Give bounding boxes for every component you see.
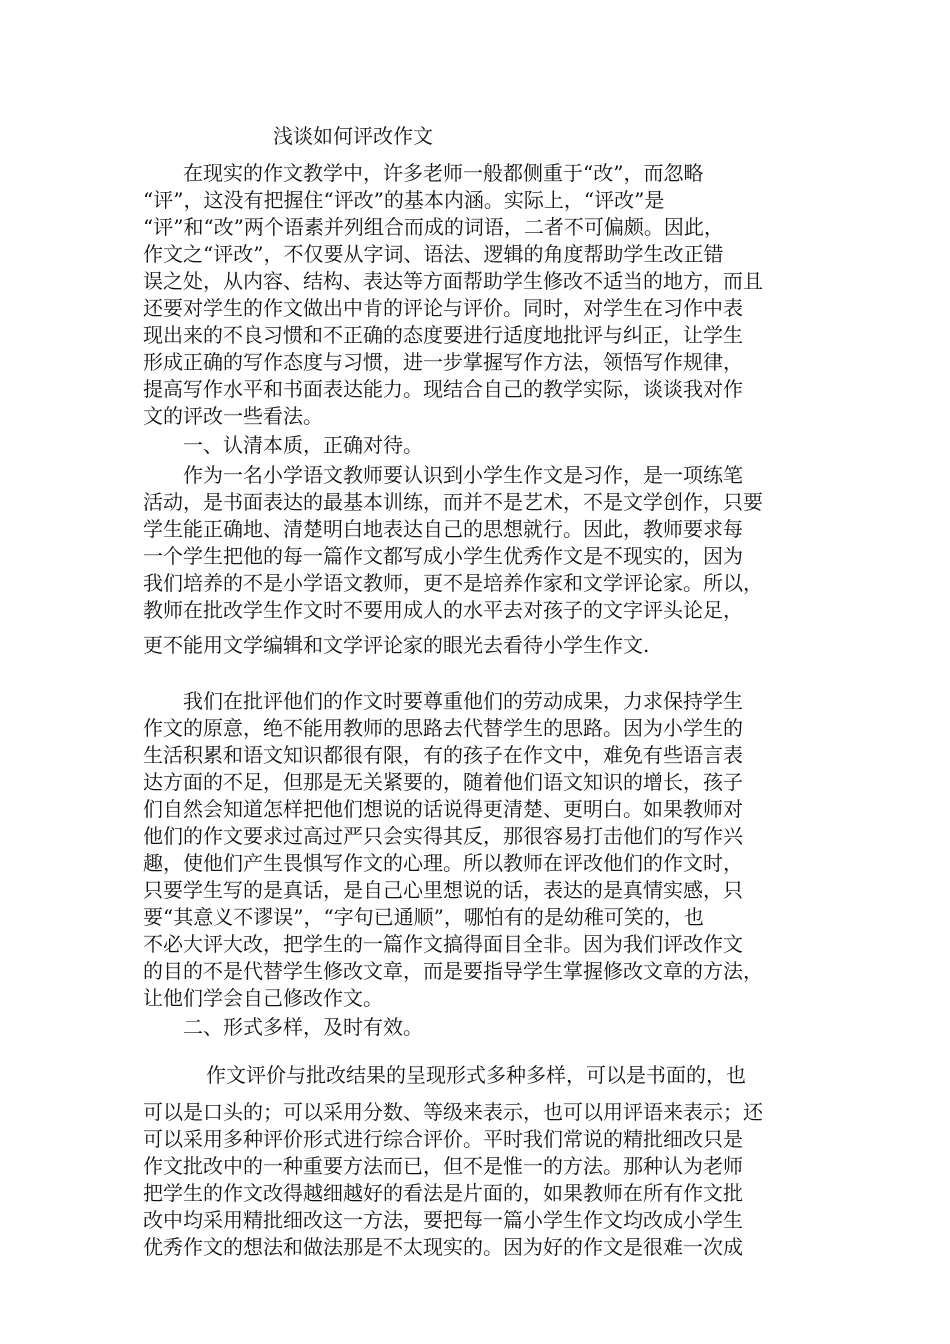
text-line: 作文的原意，绝不能用教师的思路去代替学生的思路。因为小学生的	[143, 716, 743, 740]
text-line: 优秀作文的想法和做法那是不太现实的。因为好的作文是很难一次成	[143, 1235, 743, 1259]
text-line: 作为一名小学语文教师要认识到小学生作文是习作，是一项练笔	[183, 463, 743, 487]
text-line: 形成正确的写作态度与习惯，进一步掌握写作方法，领悟写作规律，	[143, 350, 743, 374]
text-line: 现出来的不良习惯和不正确的态度要进行适度地批评与纠正，让学生	[143, 323, 743, 347]
text-line: 在现实的作文教学中，许多老师一般都侧重于“改”，而忽略	[183, 161, 704, 185]
text-line: 把学生的作文改得越细越好的看法是片面的，如果教师在所有作文批	[143, 1181, 743, 1205]
text-line: 只要学生写的是真话，是自己心里想说的话，表达的是真情实感，只	[143, 878, 743, 902]
text-line: 误之处，从内容、结构、表达等方面帮助学生修改不适当的地方，而且	[143, 269, 763, 293]
section-heading: 一、认清本质，正确对待。	[183, 433, 423, 457]
text-line: 我们培养的不是小学语文教师，更不是培养作家和文学评论家。所以，	[143, 571, 763, 595]
text-line: 作文批改中的一种重要方法而已，但不是惟一的方法。那种认为老师	[143, 1154, 743, 1178]
text-line: 作文之“评改”，不仅要从字词、语法、逻辑的角度帮助学生改正错	[143, 242, 724, 266]
text-line: 达方面的不足，但那是无关紧要的，随着他们语文知识的增长，孩子	[143, 770, 743, 794]
text-line: 更不能用文学编辑和文学评论家的眼光去看待小学生作文.	[143, 633, 650, 657]
text-line: 提高写作水平和书面表达能力。现结合自己的教学实际，谈谈我对作	[143, 377, 743, 401]
text-line: 一个学生把他的每一篇作文都写成小学生优秀作文是不现实的，因为	[143, 544, 743, 568]
text-line: 他们的作文要求过高过严只会实得其反，那很容易打击他们的写作兴	[143, 824, 743, 848]
text-line: “评”，这没有把握住“评改”的基本内涵。实际上，“评改”是	[143, 188, 665, 212]
section-heading: 二、形式多样，及时有效。	[183, 1015, 423, 1039]
text-line: 学生能正确地、清楚明白地表达自己的思想就行。因此，教师要求每	[143, 517, 743, 541]
text-line: 教师在批改学生作文时不要用成人的水平去对孩子的文字评头论足，	[143, 598, 743, 622]
text-line: 生活积累和语文知识都很有限，有的孩子在作文中，难免有些语言表	[143, 743, 743, 767]
text-line: 可以是口头的；可以采用分数、等级来表示，也可以用评语来表示；还	[143, 1100, 763, 1124]
text-line: 要“其意义不谬误”，“字句已通顺”，哪怕有的是幼稚可笑的，也	[143, 905, 704, 929]
text-line: 趣，使他们产生畏惧写作文的心理。所以教师在评改他们的作文时，	[143, 851, 743, 875]
text-line: 活动，是书面表达的最基本训练，而并不是艺术，不是文学创作，只要	[143, 490, 763, 514]
text-line: 的目的不是代替学生修改文章，而是要指导学生掌握修改文章的方法，	[143, 959, 763, 983]
text-line: 可以采用多种评价形式进行综合评价。平时我们常说的精批细改只是	[143, 1127, 743, 1151]
text-line: 文的评改一些看法。	[143, 404, 323, 428]
text-line: 作文评价与批改结果的呈现形式多种多样，可以是书面的，也	[206, 1063, 746, 1087]
document-title: 浅谈如何评改作文	[273, 124, 433, 148]
text-line: 改中均采用精批细改这一方法，要把每一篇小学生作文均改成小学生	[143, 1208, 743, 1232]
text-line: 让他们学会自己修改作文。	[143, 986, 383, 1010]
text-line: “评”和“改”两个语素并列组合而成的词语，二者不可偏颇。因此，	[143, 215, 724, 239]
text-line: 还要对学生的作文做出中肯的评论与评价。同时，对学生在习作中表	[143, 296, 743, 320]
text-line: 不必大评大改，把学生的一篇作文搞得面目全非。因为我们评改作文	[143, 932, 743, 956]
text-line: 们自然会知道怎样把他们想说的话说得更清楚、更明白。如果教师对	[143, 797, 743, 821]
text-line: 我们在批评他们的作文时要尊重他们的劳动成果，力求保持学生	[183, 689, 743, 713]
